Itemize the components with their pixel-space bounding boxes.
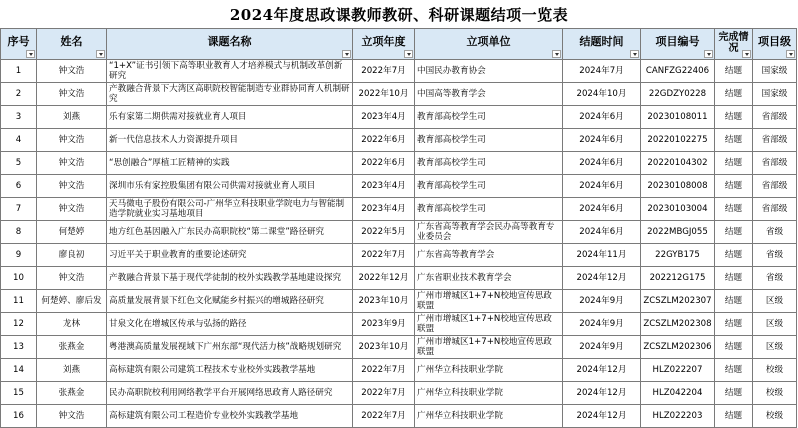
cell-unit[interactable]: 广州华立科技职业学院 <box>415 382 563 405</box>
cell-unit[interactable]: 教育部高校学生司 <box>415 198 563 221</box>
header-topic[interactable]: 课题名称 <box>107 29 353 60</box>
cell-no[interactable]: 4 <box>1 129 37 152</box>
cell-end[interactable]: 2024年12月 <box>563 382 641 405</box>
cell-name[interactable]: 钟文浩 <box>37 175 107 198</box>
cell-code[interactable]: ZCSZLM202306 <box>641 336 715 359</box>
table-row[interactable] <box>1 382 797 405</box>
cell-name[interactable]: 钟文浩 <box>37 198 107 221</box>
cell-status[interactable]: 结题 <box>715 405 753 428</box>
cell-status[interactable]: 结题 <box>715 290 753 313</box>
cell-level[interactable]: 区级 <box>753 313 797 336</box>
cell-no[interactable]: 9 <box>1 244 37 267</box>
cell-code[interactable]: ZCSZLM202307 <box>641 290 715 313</box>
cell-topic[interactable]: 产教融合背景下基于现代学徒制的校外实践教学基地建设探究 <box>107 267 353 290</box>
header-name[interactable]: 姓名 <box>37 29 107 60</box>
cell-unit[interactable]: 广州市增城区1+7+N校地宣传思政联盟 <box>415 336 563 359</box>
cell-no[interactable]: 16 <box>1 405 37 428</box>
cell-level[interactable]: 省部级 <box>753 198 797 221</box>
cell-level[interactable]: 省级 <box>753 221 797 244</box>
cell-end[interactable]: 2024年9月 <box>563 336 641 359</box>
cell-code[interactable]: 20230108011 <box>641 106 715 129</box>
cell-topic[interactable]: 高质量发展背景下红色文化赋能乡村振兴的增城路径研究 <box>107 290 353 313</box>
cell-code[interactable]: 20230108008 <box>641 175 715 198</box>
cell-year[interactable]: 2023年4月 <box>353 198 415 221</box>
cell-topic[interactable]: “1+X”证书引领下高等职业教育人才培养模式与机制改革创新研究 <box>107 60 353 83</box>
cell-name[interactable]: 钟文浩 <box>37 129 107 152</box>
cell-topic[interactable]: “思创融合”厚植工匠精神的实践 <box>107 152 353 175</box>
project-table <box>0 28 797 428</box>
cell-status[interactable]: 结题 <box>715 359 753 382</box>
cell-year[interactable]: 2022年7月 <box>353 359 415 382</box>
header-no[interactable]: 序号 <box>1 29 37 60</box>
cell-status[interactable]: 结题 <box>715 336 753 359</box>
cell-unit[interactable]: 中国高等教育学会 <box>415 83 563 106</box>
table-row[interactable] <box>1 267 797 290</box>
cell-topic[interactable]: 产教融合背景下大湾区高职院校智能制造专业群协同育人机制研究 <box>107 83 353 106</box>
cell-topic[interactable]: 高标建筑有限公司建筑工程技术专业校外实践教学基地 <box>107 359 353 382</box>
cell-end[interactable]: 2024年6月 <box>563 221 641 244</box>
cell-level[interactable]: 区级 <box>753 290 797 313</box>
table-row[interactable] <box>1 175 797 198</box>
cell-no[interactable]: 13 <box>1 336 37 359</box>
table-row[interactable] <box>1 60 797 83</box>
table-row[interactable] <box>1 83 797 106</box>
cell-end[interactable]: 2024年7月 <box>563 60 641 83</box>
filter-dropdown-icon[interactable] <box>342 50 351 58</box>
cell-level[interactable]: 省部级 <box>753 152 797 175</box>
cell-level[interactable]: 国家级 <box>753 83 797 106</box>
cell-no[interactable]: 7 <box>1 198 37 221</box>
cell-year[interactable]: 2022年6月 <box>353 152 415 175</box>
cell-year[interactable]: 2022年10月 <box>353 83 415 106</box>
cell-topic[interactable]: 习近平关于职业教育的重要论述研究 <box>107 244 353 267</box>
cell-name[interactable]: 张燕金 <box>37 336 107 359</box>
filter-dropdown-icon[interactable] <box>26 50 35 58</box>
cell-end[interactable]: 2024年10月 <box>563 83 641 106</box>
cell-name[interactable]: 钟文浩 <box>37 405 107 428</box>
cell-unit[interactable]: 教育部高校学生司 <box>415 175 563 198</box>
cell-no[interactable]: 10 <box>1 267 37 290</box>
cell-status[interactable]: 结题 <box>715 198 753 221</box>
cell-status[interactable]: 结题 <box>715 60 753 83</box>
table-row[interactable] <box>1 198 797 221</box>
cell-code[interactable]: HLZ022203 <box>641 405 715 428</box>
cell-no[interactable]: 8 <box>1 221 37 244</box>
cell-end[interactable]: 2024年11月 <box>563 244 641 267</box>
table-row[interactable] <box>1 106 797 129</box>
cell-end[interactable]: 2024年12月 <box>563 405 641 428</box>
cell-name[interactable]: 廖良初 <box>37 244 107 267</box>
table-row[interactable] <box>1 129 797 152</box>
cell-code[interactable]: CANFZG22406 <box>641 60 715 83</box>
cell-unit[interactable]: 广州华立科技职业学院 <box>415 405 563 428</box>
cell-status[interactable]: 结题 <box>715 267 753 290</box>
cell-end[interactable]: 2024年6月 <box>563 152 641 175</box>
sheet-title: 2024年度思政课教师教研、科研课题结项一览表 <box>229 5 569 24</box>
cell-year[interactable]: 2022年6月 <box>353 129 415 152</box>
cell-end[interactable]: 2024年9月 <box>563 290 641 313</box>
cell-code[interactable]: 22GDZY0228 <box>641 83 715 106</box>
cell-year[interactable]: 2023年10月 <box>353 290 415 313</box>
cell-level[interactable]: 省部级 <box>753 175 797 198</box>
header-unit[interactable]: 立项单位 <box>415 29 563 60</box>
cell-code[interactable]: 20220104302 <box>641 152 715 175</box>
table-body <box>1 60 797 428</box>
cell-level[interactable]: 校级 <box>753 382 797 405</box>
cell-end[interactable]: 2024年6月 <box>563 129 641 152</box>
cell-status[interactable]: 结题 <box>715 83 753 106</box>
cell-unit[interactable]: 广东省高等教育学会 <box>415 244 563 267</box>
cell-topic[interactable]: 深圳市乐有家控股集团有限公司供需对接就业育人项目 <box>107 175 353 198</box>
cell-status[interactable]: 结题 <box>715 175 753 198</box>
table-row[interactable] <box>1 313 797 336</box>
cell-no[interactable]: 3 <box>1 106 37 129</box>
header-end[interactable]: 结题时间 <box>563 29 641 60</box>
cell-topic[interactable]: 粤港澳高质量发展视域下广州东部“现代活力核”战略规划研究 <box>107 336 353 359</box>
cell-level[interactable]: 区级 <box>753 336 797 359</box>
cell-end[interactable]: 2024年12月 <box>563 359 641 382</box>
cell-status[interactable]: 结题 <box>715 221 753 244</box>
cell-level[interactable]: 校级 <box>753 359 797 382</box>
cell-status[interactable]: 结题 <box>715 106 753 129</box>
cell-year[interactable]: 2022年7月 <box>353 382 415 405</box>
cell-code[interactable]: 20220102275 <box>641 129 715 152</box>
cell-topic[interactable]: 民办高职院校利用网络教学平台开展网络思政育人路径研究 <box>107 382 353 405</box>
filter-dropdown-icon[interactable] <box>786 50 795 58</box>
cell-unit[interactable]: 广州市增城区1+7+N校地宣传思政联盟 <box>415 290 563 313</box>
cell-topic[interactable]: 高标建筑有限公司工程造价专业校外实践教学基地 <box>107 405 353 428</box>
cell-unit[interactable]: 中国民办教育协会 <box>415 60 563 83</box>
cell-topic[interactable]: 地方红色基因融入广东民办高职院校“第二课堂”路径研究 <box>107 221 353 244</box>
cell-name[interactable]: 何楚婷 <box>37 221 107 244</box>
cell-name[interactable]: 钟文浩 <box>37 152 107 175</box>
cell-no[interactable]: 1 <box>1 60 37 83</box>
filter-dropdown-icon[interactable] <box>96 50 105 58</box>
filter-dropdown-icon[interactable] <box>704 50 713 58</box>
cell-name[interactable]: 何楚婷、廖后发 <box>37 290 107 313</box>
table-row[interactable] <box>1 221 797 244</box>
cell-no[interactable]: 14 <box>1 359 37 382</box>
cell-name[interactable]: 钟文浩 <box>37 83 107 106</box>
table-row[interactable] <box>1 152 797 175</box>
cell-no[interactable]: 12 <box>1 313 37 336</box>
cell-status[interactable]: 结题 <box>715 244 753 267</box>
cell-end[interactable]: 2024年6月 <box>563 175 641 198</box>
filter-dropdown-icon[interactable] <box>552 50 561 58</box>
cell-year[interactable]: 2022年5月 <box>353 221 415 244</box>
cell-year[interactable]: 2023年10月 <box>353 336 415 359</box>
cell-code[interactable]: 202212G175 <box>641 267 715 290</box>
cell-topic[interactable]: 甘泉文化在增城区传承与弘扬的路径 <box>107 313 353 336</box>
header-row <box>1 29 797 60</box>
cell-level[interactable]: 省级 <box>753 267 797 290</box>
cell-end[interactable]: 2024年6月 <box>563 198 641 221</box>
cell-code[interactable]: HLZ022207 <box>641 359 715 382</box>
header-level[interactable]: 项目级 <box>753 29 797 60</box>
cell-year[interactable]: 2022年7月 <box>353 244 415 267</box>
cell-status[interactable]: 结题 <box>715 382 753 405</box>
cell-topic[interactable]: 乐有家第二期供需对接就业育人项目 <box>107 106 353 129</box>
cell-level[interactable]: 省级 <box>753 244 797 267</box>
cell-unit[interactable]: 教育部高校学生司 <box>415 106 563 129</box>
cell-name[interactable]: 龙林 <box>37 313 107 336</box>
cell-name[interactable]: 刘燕 <box>37 359 107 382</box>
table-row[interactable] <box>1 336 797 359</box>
cell-topic[interactable]: 天马微电子股份有限公司-广州华立科技职业学院电力与智能制造学院就业实习基地项目 <box>107 198 353 221</box>
cell-no[interactable]: 6 <box>1 175 37 198</box>
header-status[interactable]: 完成情况 <box>715 29 753 60</box>
cell-code[interactable]: ZCSZLM202308 <box>641 313 715 336</box>
cell-end[interactable]: 2024年9月 <box>563 313 641 336</box>
cell-status[interactable]: 结题 <box>715 152 753 175</box>
cell-topic[interactable]: 新一代信息技术人力资源提升项目 <box>107 129 353 152</box>
cell-end[interactable]: 2024年6月 <box>563 106 641 129</box>
table-row[interactable] <box>1 359 797 382</box>
cell-no[interactable]: 5 <box>1 152 37 175</box>
header-year[interactable]: 立项年度 <box>353 29 415 60</box>
cell-code[interactable]: HLZ042204 <box>641 382 715 405</box>
cell-unit[interactable]: 广东省高等教育学会民办高等教育专业委员会 <box>415 221 563 244</box>
cell-name[interactable]: 钟文浩 <box>37 60 107 83</box>
cell-year[interactable]: 2023年4月 <box>353 175 415 198</box>
cell-end[interactable]: 2024年12月 <box>563 267 641 290</box>
cell-name[interactable]: 张燕金 <box>37 382 107 405</box>
cell-no[interactable]: 11 <box>1 290 37 313</box>
cell-code[interactable]: 2022MBGJ055 <box>641 221 715 244</box>
cell-no[interactable]: 15 <box>1 382 37 405</box>
cell-level[interactable]: 省部级 <box>753 106 797 129</box>
cell-name[interactable]: 刘燕 <box>37 106 107 129</box>
cell-year[interactable]: 2022年12月 <box>353 267 415 290</box>
cell-level[interactable]: 校级 <box>753 405 797 428</box>
cell-year[interactable]: 2023年9月 <box>353 313 415 336</box>
cell-year[interactable]: 2023年4月 <box>353 106 415 129</box>
cell-unit[interactable]: 教育部高校学生司 <box>415 152 563 175</box>
cell-unit[interactable]: 广州市增城区1+7+N校地宣传思政联盟 <box>415 313 563 336</box>
filter-dropdown-icon[interactable] <box>404 50 413 58</box>
cell-unit[interactable]: 教育部高校学生司 <box>415 129 563 152</box>
cell-no[interactable]: 2 <box>1 83 37 106</box>
table-row[interactable] <box>1 244 797 267</box>
cell-status[interactable]: 结题 <box>715 313 753 336</box>
cell-status[interactable]: 结题 <box>715 129 753 152</box>
table-row[interactable] <box>1 290 797 313</box>
cell-level[interactable]: 国家级 <box>753 60 797 83</box>
cell-unit[interactable]: 广州华立科技职业学院 <box>415 359 563 382</box>
cell-unit[interactable]: 广东省职业技术教育学会 <box>415 267 563 290</box>
cell-year[interactable]: 2022年7月 <box>353 405 415 428</box>
header-code[interactable]: 项目编号 <box>641 29 715 60</box>
cell-year[interactable]: 2022年7月 <box>353 60 415 83</box>
cell-code[interactable]: 20230103004 <box>641 198 715 221</box>
filter-dropdown-icon[interactable] <box>742 50 751 58</box>
cell-code[interactable]: 22GYB175 <box>641 244 715 267</box>
cell-level[interactable]: 省部级 <box>753 129 797 152</box>
table-row[interactable] <box>1 405 797 428</box>
filter-dropdown-icon[interactable] <box>630 50 639 58</box>
cell-name[interactable]: 钟文浩 <box>37 267 107 290</box>
